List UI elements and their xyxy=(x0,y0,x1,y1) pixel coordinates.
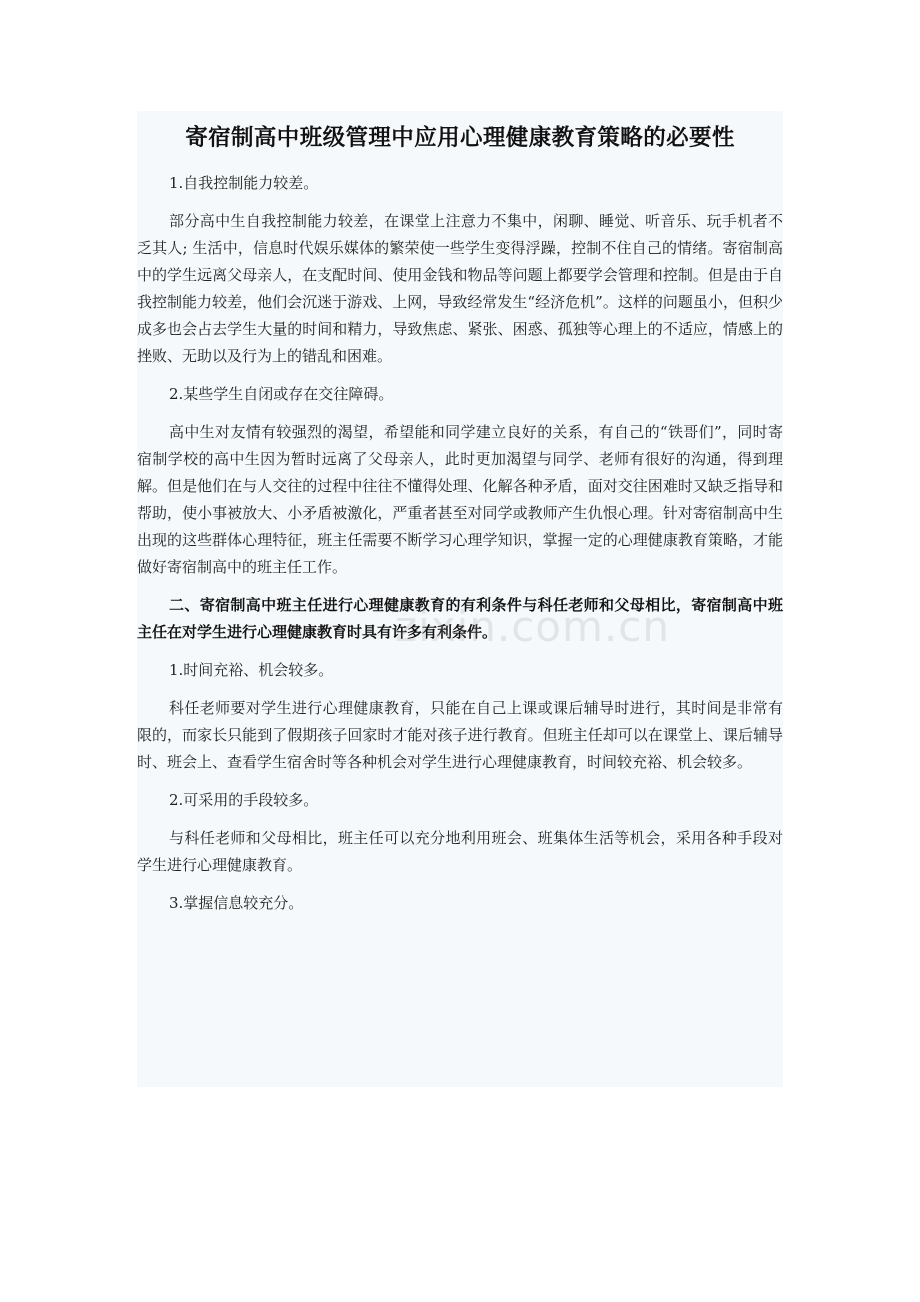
paragraph-1: 1.自我控制能力较差。 xyxy=(169,174,319,192)
spacer xyxy=(137,408,783,419)
spacer xyxy=(137,197,783,208)
paragraph-9: 与科任老师和父母相比，班主任可以充分地利用班会、班集体生活等机会，采用各种手段对学生进行心理健康教育。 xyxy=(137,829,783,874)
spacer xyxy=(137,370,783,381)
spacer xyxy=(137,879,783,890)
paragraph-6: 1.时间充裕、机会较多。 xyxy=(169,661,334,679)
paragraph-3: 2.某些学生自闭或存在交往障碍。 xyxy=(169,385,394,403)
paragraph-10: 3.掌握信息较充分。 xyxy=(169,894,304,912)
spacer xyxy=(137,684,783,695)
paragraph-2: 部分高中生自我控制能力较差，在课堂上注意力不集中，闲聊、睡觉、听音乐、玩手机者不乏其人; 生活中，信息时代娱乐媒体的繁荣使一些学生变得浮躁，控制不住自己的情绪。寄宿制高中的学生远离父母亲人，在支配时间、使用金钱和物品等问题上都要学会管理和控制。但是由于自我控制能力较差，他们会沉迷于游戏、上网，导致经常发生“经济危机”。这样的问题虽小，但积少成多也会占去学生大量的时间和精力，导致焦虑、紧张、困惑、孤独等心理上的不适应，情感上的挫败、无助以及行为上的错乱和困难。 xyxy=(137,212,783,365)
spacer xyxy=(137,814,783,825)
paragraph-7: 科任老师要对学生进行心理健康教育，只能在自己上课或课后辅导时进行，其时间是非常有限的，而家长只能到了假期孩子回家时才能对孩子进行教育。但班主任却可以在课堂上、课后辅导时、班会上、查看学生宿舍时等各种机会对学生进行心理健康教育，时间较充裕、机会较多。 xyxy=(137,699,783,771)
paragraph-4: 高中生对友情有较强烈的渴望，希望能和同学建立良好的关系，有自己的“铁哥们”，同时寄宿制学校的高中生因为暂时远离了父母亲人，此时更加渴望与同学、老师有很好的沟通，得到理解。但是他们在与人交往的过程中往往不懂得处理、化解各种矛盾，面对交往困难时又缺乏指导和帮助，使小事被放大、小矛盾被激化，严重者甚至对同学或教师产生仇恨心理。针对寄宿制高中生出现的这些群体心理特征，班主任需要不断学习心理学知识，掌握一定的心理健康教育策略，才能做好寄宿制高中的班主任工作。 xyxy=(137,423,783,576)
document-content xyxy=(137,111,783,917)
title-spacer xyxy=(137,154,783,170)
spacer xyxy=(137,646,783,657)
watermark-text: zixin.com.cn xyxy=(395,602,670,651)
document-title: 寄宿制高中班级管理中应用心理健康教育策略的必要性 xyxy=(185,125,735,151)
spacer xyxy=(137,776,783,787)
section-heading-2: 二、寄宿制高中班主任进行心理健康教育的有利条件与科任老师和父母相比，寄宿制高中班主任在对学生进行心理健康教育时具有许多有利条件。 xyxy=(137,596,783,641)
spacer xyxy=(137,581,783,592)
paragraph-8: 2.可采用的手段较多。 xyxy=(169,791,319,809)
